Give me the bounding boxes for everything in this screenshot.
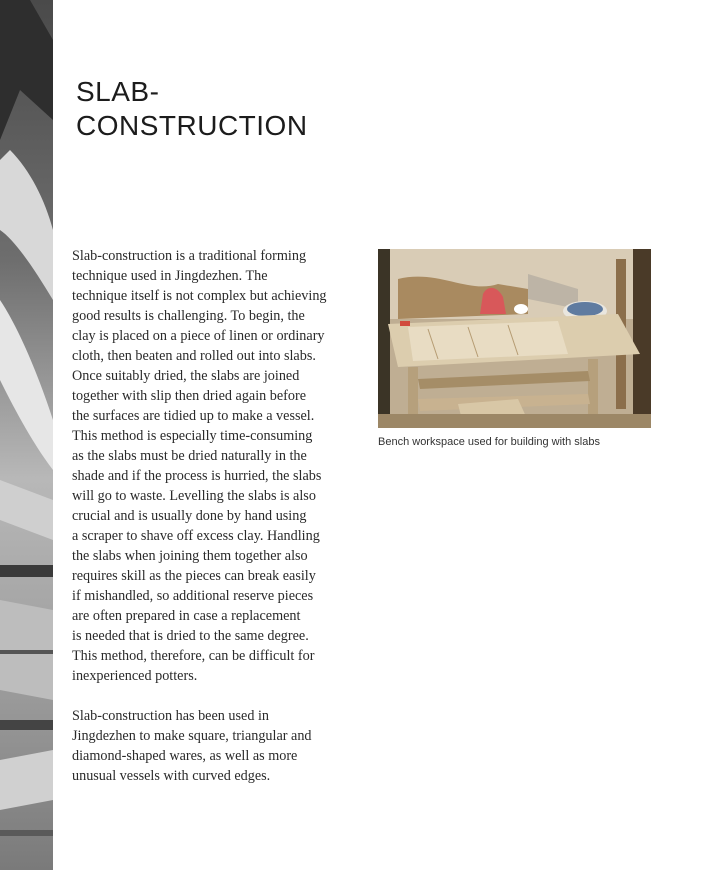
text-line: This method, therefore, can be difficult for <box>72 648 315 664</box>
bench-workspace-photo <box>378 249 651 428</box>
text-line: good results is challenging. To begin, the <box>72 308 305 324</box>
page-title <box>76 75 376 143</box>
text-line: the slabs when joining them together also <box>72 548 308 564</box>
title-line: CONSTRUCTION <box>76 109 308 141</box>
side-photo-strip <box>0 0 53 870</box>
title-line: SLAB- <box>76 75 160 107</box>
text-line: diamond-shaped wares, as well as more <box>72 748 298 764</box>
text-line: unusual vessels with curved edges. <box>72 768 271 784</box>
text-line: technique used in Jingdezhen. The <box>72 268 268 284</box>
bench-figure <box>378 249 651 448</box>
paragraph <box>72 706 362 786</box>
text-line: technique itself is not complex but achieving <box>72 288 327 304</box>
body-text <box>72 246 362 806</box>
text-line: a scraper to shave off excess clay. Handling <box>72 528 320 544</box>
text-line: will go to waste. Levelling the slabs is also <box>72 488 316 504</box>
text-line: crucial and is usually done by hand using <box>72 508 307 524</box>
text-line: clay is placed on a piece of linen or ordinary <box>72 328 325 344</box>
paragraph <box>72 246 362 686</box>
text-line: if mishandled, so additional reserve pieces <box>72 588 314 604</box>
text-line: are often prepared in case a replacement <box>72 608 301 624</box>
text-line: inexperienced potters. <box>72 668 198 684</box>
text-line: shade and if the process is hurried, the slabs <box>72 468 322 484</box>
text-line: is needed that is dried to the same degree. <box>72 628 309 644</box>
text-line: Slab-construction has been used in <box>72 708 270 724</box>
text-line: This method is especially time-consuming <box>72 428 313 444</box>
text-line: Jingdezhen to make square, triangular and <box>72 728 312 744</box>
text-line: Once suitably dried, the slabs are joined <box>72 368 300 384</box>
text-line: the surfaces are tidied up to make a vessel. <box>72 408 315 424</box>
text-line: as the slabs must be dried naturally in the <box>72 448 307 464</box>
figure-caption: Bench workspace used for building with slabs <box>378 436 600 448</box>
text-line: requires skill as the pieces can break easily <box>72 568 316 584</box>
text-line: together with slip then dried again before <box>72 388 307 404</box>
text-line: Slab-construction is a traditional forming <box>72 248 307 264</box>
text-line: cloth, then beaten and rolled out into slabs. <box>72 348 316 364</box>
